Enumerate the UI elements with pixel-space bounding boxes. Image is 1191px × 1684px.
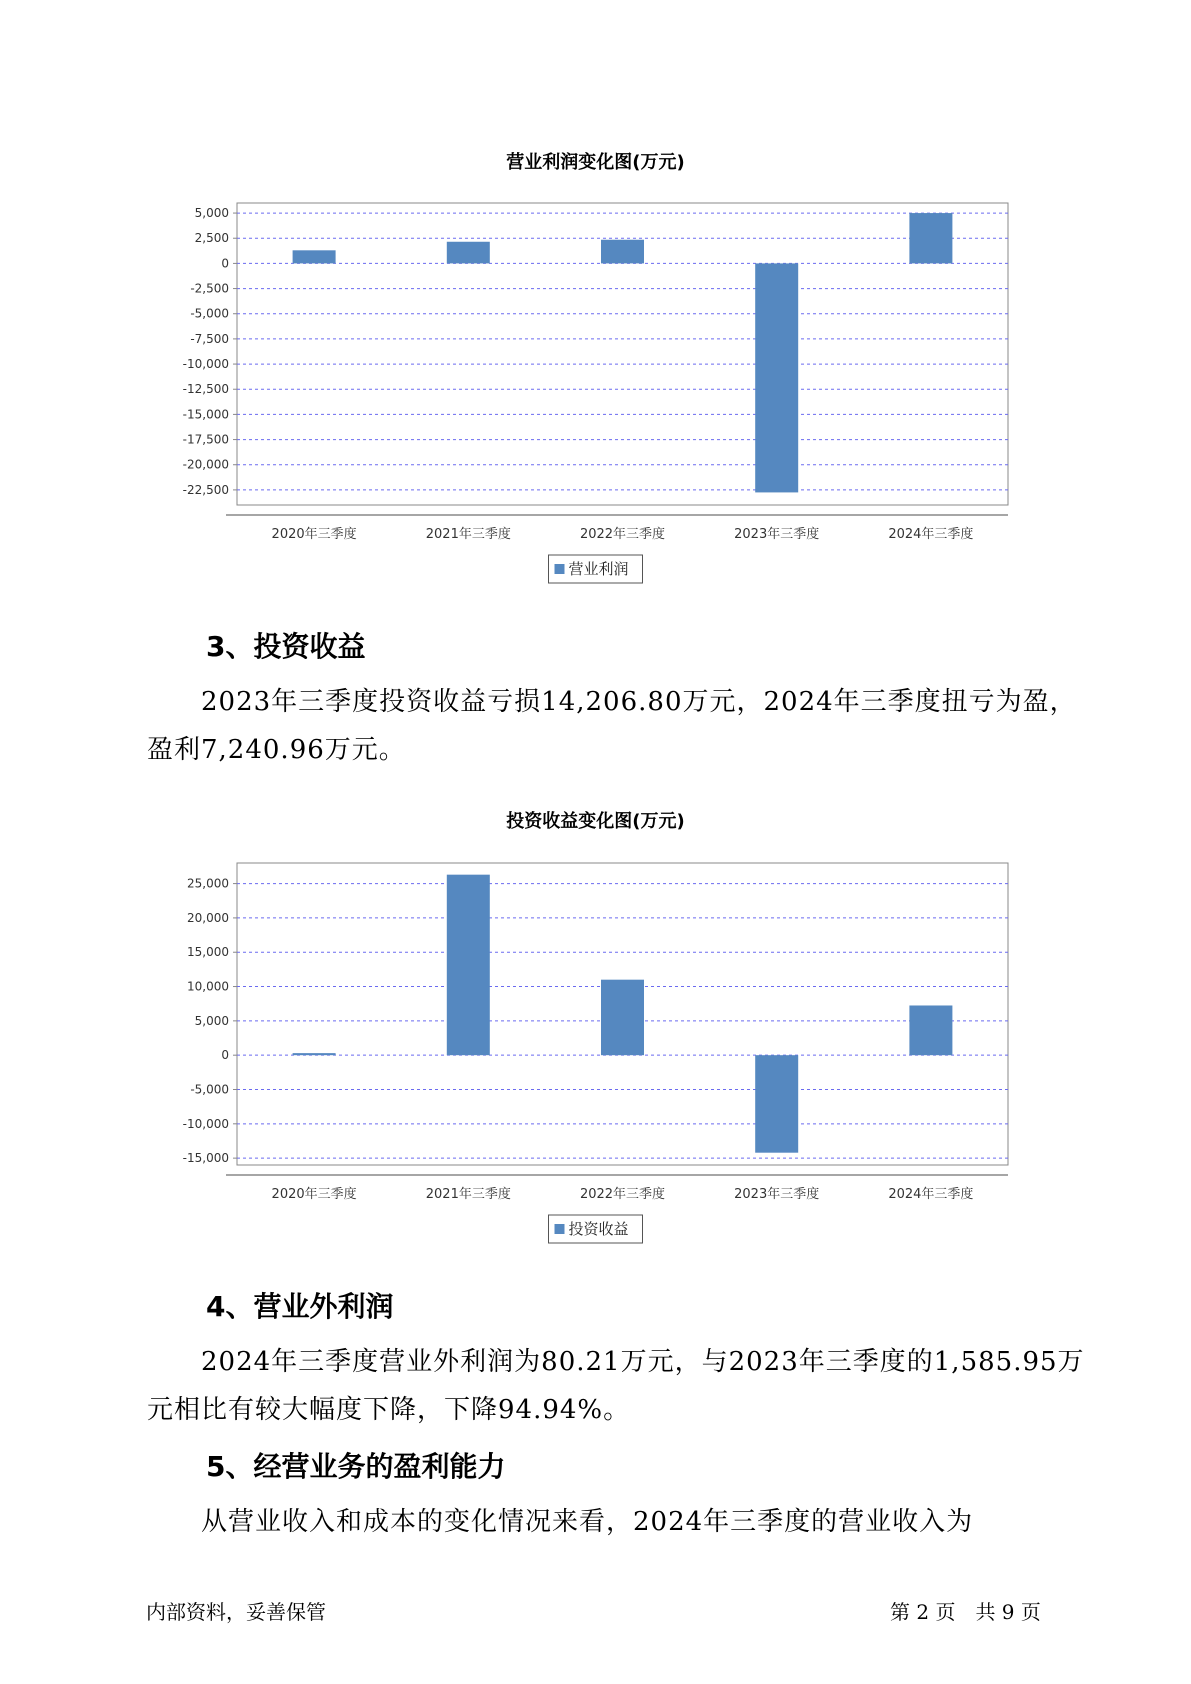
x-tick-label: 2020年三季度 [271, 1187, 357, 1202]
y-tick-label: -5,000 [190, 1082, 229, 1097]
y-tick-label: 0 [221, 1048, 229, 1063]
section-4-line-1: 2024年三季度营业外利润为80.21万元，与2023年三季度的1,585.95万 [201, 1347, 1085, 1377]
y-tick-label: -2,500 [190, 281, 229, 296]
y-tick-label: -15,000 [182, 407, 229, 422]
section-4-heading: 4、营业外利润 [206, 1290, 394, 1323]
section-5-line-1: 从营业收入和成本的变化情况来看，2024年三季度的营业收入为 [201, 1507, 974, 1537]
x-tick-label: 2023年三季度 [734, 1187, 820, 1202]
y-tick-label: 5,000 [194, 206, 229, 221]
bar-1 [293, 1053, 336, 1055]
operating-profit-chart [0, 150, 1191, 590]
section-4-paragraph [147, 1338, 1085, 1434]
chart1-title: 营业利润变化图(万元) [506, 152, 685, 173]
y-tick-label: 0 [221, 256, 229, 271]
bar-4 [755, 263, 798, 492]
legend-label: 投资收益 [568, 1220, 629, 1238]
y-tick-label: -17,500 [182, 432, 229, 447]
y-tick-label: 2,500 [194, 231, 229, 246]
section-5-paragraph [147, 1498, 1067, 1546]
legend-swatch [555, 1224, 565, 1234]
footer-confidential-note: 内部资料，妥善保管 [146, 1600, 326, 1624]
section-5-heading: 5、经营业务的盈利能力 [206, 1450, 506, 1483]
bar-3 [601, 980, 644, 1056]
y-tick-label: -5,000 [190, 306, 229, 321]
x-tick-label: 2022年三季度 [579, 1187, 666, 1202]
x-tick-label: 2020年三季度 [271, 527, 357, 542]
y-tick-label: 20,000 [187, 910, 229, 925]
section-4-line-2: 元相比有较大幅度下降，下降94.94%。 [147, 1395, 631, 1425]
y-tick-label: -15,000 [182, 1151, 229, 1166]
x-tick-label: 2021年三季度 [425, 527, 511, 542]
bar-5 [909, 1005, 952, 1055]
footer-page-number: 第 2 页 共 9 页 [890, 1600, 1041, 1624]
bar-1 [293, 250, 336, 263]
y-tick-label: 10,000 [187, 979, 229, 994]
bar-2 [447, 242, 490, 264]
bar-4 [755, 1055, 798, 1153]
y-tick-label: 5,000 [194, 1013, 229, 1028]
bar-2 [447, 875, 490, 1056]
x-tick-label: 2022年三季度 [579, 527, 666, 542]
chart2-title: 投资收益变化图(万元) [506, 811, 685, 832]
section-3-heading: 3、投资收益 [206, 630, 366, 663]
y-tick-label: 15,000 [187, 945, 229, 960]
y-tick-label: -20,000 [182, 457, 229, 472]
x-tick-label: 2024年三季度 [888, 527, 974, 542]
bar-5 [909, 213, 952, 263]
bar-3 [601, 240, 644, 264]
legend-label: 营业利润 [568, 560, 629, 578]
legend-swatch [555, 564, 565, 574]
x-tick-label: 2023年三季度 [734, 527, 820, 542]
y-tick-label: -10,000 [182, 1116, 229, 1131]
investment-income-chart [0, 810, 1191, 1250]
x-tick-label: 2021年三季度 [425, 1187, 511, 1202]
y-tick-label: 25,000 [187, 876, 229, 891]
section-3-paragraph [147, 678, 1077, 774]
y-tick-label: -7,500 [190, 331, 229, 346]
y-tick-label: -12,500 [182, 382, 229, 397]
section-3-line-1: 2023年三季度投资收益亏损14,206.80万元，2024年三季度扭亏为盈， [201, 687, 1077, 717]
x-tick-label: 2024年三季度 [888, 1187, 974, 1202]
y-tick-label: -22,500 [182, 482, 229, 497]
y-tick-label: -10,000 [182, 357, 229, 372]
section-3-line-2: 盈利7,240.96万元。 [147, 735, 406, 765]
